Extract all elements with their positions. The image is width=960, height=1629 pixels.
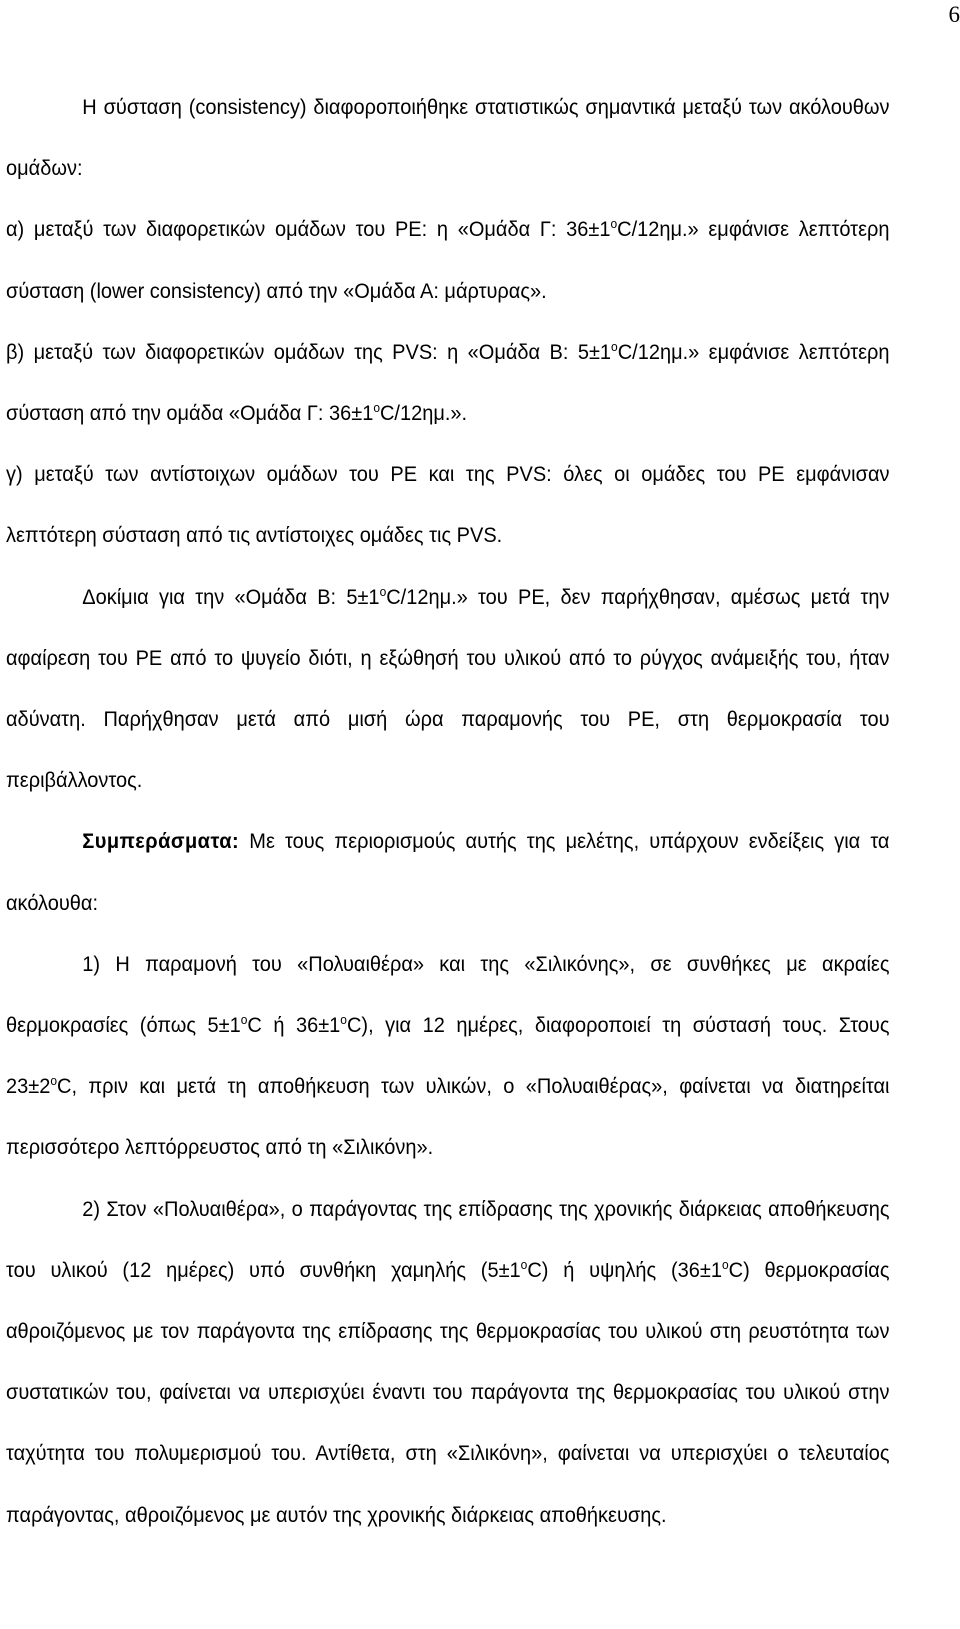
text-run: C/12ημ.» του PE, δεν παρήχθησαν, αμέσως μετά την αφαίρεση του PE από το ψυγείο διότι, η εξώθησή του υλικού από το ρύγχος ανάμειξής του, ήταν αδύνατη. Παρήχθησαν μετά από μισή ώρα παραμονής του PE, στη θερμοκρασία του περιβάλλοντος. (6, 584, 890, 793)
section-heading: Συμπεράσματα: (82, 829, 240, 854)
paragraph-specimens-note (6, 567, 890, 812)
text-run: Η σύσταση (consistency) διαφοροποιήθηκε στατιστικώς σημαντικά μεταξύ των ακόλουθων ομάδων: (6, 95, 890, 181)
superscript-degree: ο (340, 1011, 347, 1027)
paragraph-item-a (6, 199, 890, 321)
text-run: C), για 12 ημέρες, διαφοροποιεί τη σύστασή τους. Στους 23±2 (6, 1013, 890, 1099)
page-number: 6 (948, 2, 960, 27)
text-run: C/12ημ.» εμφάνισε λεπτότερη σύσταση από την ομάδα «Ομάδα Γ: 36±1 (6, 339, 890, 426)
text-run: 2) Στον «Πολυαιθέρα», ο παράγοντας της επίδρασης της χρονικής διάρκειας αποθήκευσης του υλικού (12 ημέρες) υπό συνθήκη χαμηλής (5±1 (6, 1196, 890, 1282)
superscript-degree: ο (373, 399, 380, 415)
text-run: 1) Η παραμονή του «Πολυαιθέρα» και της «Σιλικόνης», σε συνθήκες με ακραίες θερμοκρασίες (όπως 5±1 (6, 951, 890, 1038)
text-run: C ή 36±1 (247, 1013, 341, 1038)
text-run: C, πριν και μετά τη αποθήκευση των υλικών, ο «Πολυαιθέρας», φαίνεται να διατηρείται περισσότερο λεπτόρρευστος από τη «Σιλικόνη». (6, 1074, 890, 1160)
text-run: C) θερμοκρασίας αθροιζόμενος με τον παράγοντα της επίδρασης της θερμοκρασίας του υλικού στη ρευστότητα των συστατικών του, φαίνεται να υπερισχύει έναντι του παράγοντα της θερμοκρασίας του υλικού στην ταχύτητα του πολυμερισμού του. Αντίθετα, στη «Σιλικόνη», φαίνεται να υπερισχύει ο τελευταίος παράγοντας, αθροιζόμενος με αυτόν της χρονικής διάρκειας αποθήκευσης. (6, 1257, 890, 1527)
text-run: α) μεταξύ των διαφορετικών ομάδων του PE: η «Ομάδα Γ: 36±1 (6, 217, 611, 242)
paragraph-conclusion-2 (6, 1179, 890, 1546)
text-run: C) ή υψηλής (36±1 (527, 1257, 722, 1282)
superscript-degree: ο (50, 1073, 58, 1089)
text-run: C/12ημ.». (379, 401, 468, 426)
paragraph-consistency-intro (6, 77, 890, 199)
document-body (6, 77, 890, 1546)
superscript-degree: ο (610, 216, 618, 232)
text-run: C/12ημ.» εμφάνισε λεπτότερη σύσταση (lower consistency) από την «Ομάδα Α: μάρτυρας». (6, 217, 890, 303)
superscript-degree: ο (611, 338, 618, 354)
superscript-degree: ο (379, 583, 387, 599)
text-run: Δοκίμια για την «Ομάδα Β: 5±1 (82, 584, 380, 609)
superscript-degree: ο (240, 1011, 248, 1027)
paragraph-conclusion-1 (6, 934, 890, 1179)
text-run: β) μεταξύ των διαφορετικών ομάδων της PVS: η «Ομάδα Β: 5±1 (6, 339, 612, 364)
text-run: γ) μεταξύ των αντίστοιχων ομάδων του PE και της PVS: όλες οι ομάδες του PE εμφάνισαν λεπτότερη σύσταση από τις αντίστοιχες ομάδες τις PVS. (6, 462, 890, 548)
paragraph-item-c (6, 444, 890, 566)
superscript-degree: ο (520, 1256, 528, 1272)
superscript-degree: ο (721, 1256, 729, 1272)
paragraph-conclusions (6, 811, 890, 933)
paragraph-item-b (6, 322, 890, 444)
text-run: Με τους περιορισμούς αυτής της μελέτης, υπάρχουν ενδείξεις για τα ακόλουθα: (6, 829, 890, 915)
